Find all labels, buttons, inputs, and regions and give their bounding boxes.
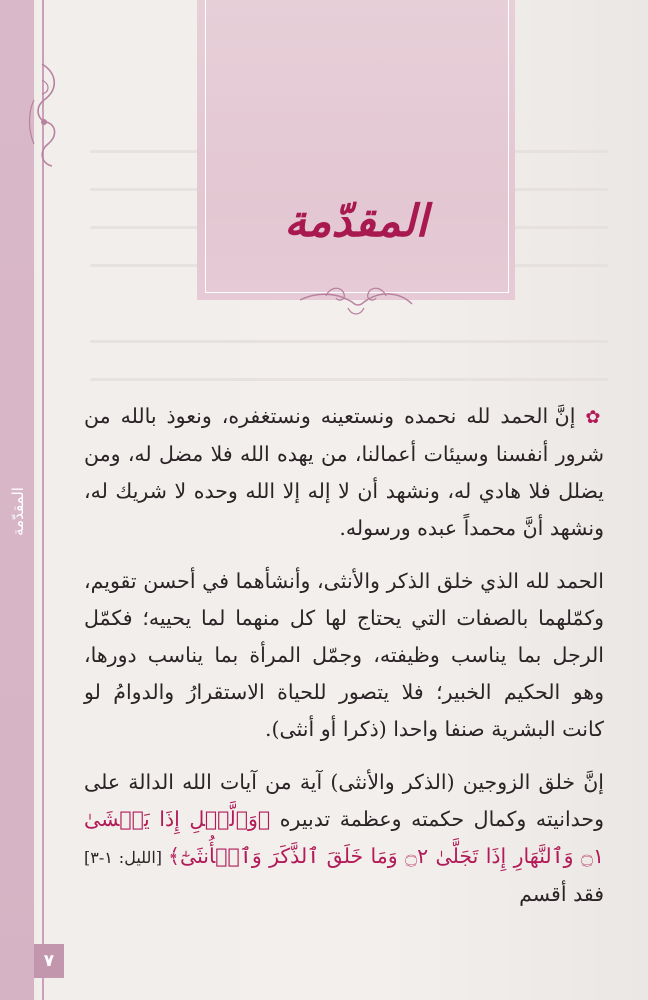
body-text (84, 398, 604, 929)
flourish-ornament-icon (296, 282, 416, 322)
swirl-ornament-icon (28, 60, 66, 170)
flower-bullet-icon: ✿ (585, 407, 604, 428)
paragraph-2 (84, 563, 604, 748)
verse-reference: [الليل: ١-٣] (84, 848, 168, 867)
paragraph-3 (84, 764, 604, 913)
title-panel-frame (205, 0, 509, 293)
page-title: المقدّمة (284, 196, 428, 247)
paragraph-2-text: الحمد لله الذي خلق الذكر والأنثى، وأنشأهما في أحسن تقويم، وكمّلهما بالصفات التي يحتاج لها كل منهما لما يحييه؛ فكمّل الرجل بما يناسب وظيفته، وجمّل المرأة بما يناسب دورها، وهو الحكيم الخبير؛ فلا يتصور للحياة الاستقرارُ والدوامُ لو كانت البشرية صنفا واحدا (ذكرا أو أنثى). (84, 569, 604, 741)
paragraph-3-continuation: فقد أقسم (519, 882, 604, 906)
page-number: ٧ (34, 944, 64, 978)
quran-verse: ﴿وَٱلَّيۡلِ إِذَا يَغۡشَىٰ ۝١ وَٱلنَّهَارِ إِذَا تَجَلَّىٰ ۝٢ وَمَا خَلَقَ ٱلذَّكَرَ وَٱلۡأُنثَىٰٓ﴾ (84, 807, 604, 868)
running-chapter-title: المقدّمة (9, 487, 27, 537)
paragraph-1-text: إنَّ الحمد لله نحمده ونستعينه ونستغفره، ونعوذ بالله من شرور أنفسنا وسيئات أعمالنا، من يهده الله فلا مضل له، ومن يضلل فلا هادي له، ونشهد أن لا إله إلا الله وحده لا شريك له، ونشهد أنَّ محمداً عبده ورسوله. (84, 404, 604, 540)
paragraph-3-text: إنَّ خلق الزوجين (الذكر والأنثى) آية من آيات الله الدالة على وحدانيته وكمال حكمته وعظمة تدبيره (84, 770, 604, 831)
show-through-line (90, 378, 608, 381)
show-through-line (90, 340, 608, 343)
paragraph-1 (84, 398, 604, 547)
